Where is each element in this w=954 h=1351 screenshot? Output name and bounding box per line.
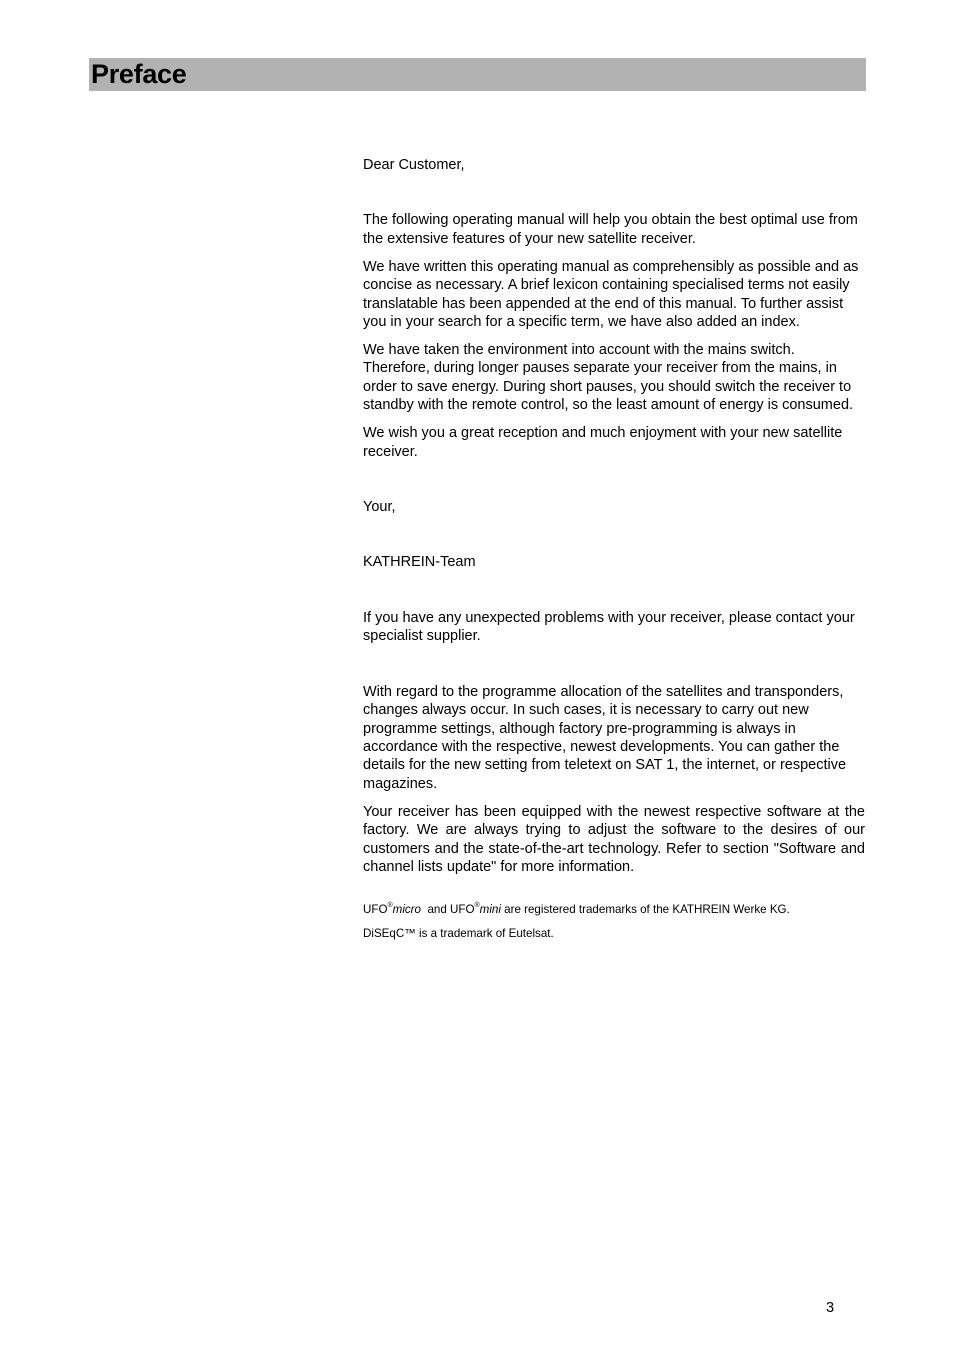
paragraph-wishes: We wish you a great reception and much enjoyment with your new satellite receiver. bbox=[363, 425, 843, 460]
paragraph-manual: We have written this operating manual as comprehensibly as possible and as concise as necessary. A brief lexicon containing specialised terms not easily translatable has been appended at the end of this manual. To further assist you in your search for a specific term, we have also added an index. bbox=[363, 258, 859, 331]
trademark-diseqc: DiSEqC™ is a trademark of Eutelsat. bbox=[363, 927, 554, 941]
signature: KATHREIN-Team bbox=[363, 554, 476, 571]
paragraph-programme: With regard to the programme allocation of the satellites and transponders, changes always occur. In such cases, it is necessary to carry out new programme settings, although factory pre-programming is always in accordance with the respective, newest developments. You can gather the details for the new setting from teletext on SAT 1, the internet, or respective magazines. bbox=[363, 683, 847, 792]
title-bar bbox=[89, 58, 866, 91]
paragraph-environment: We have taken the environment into account with the mains switch. Therefore, during longer pauses separate your receiver from the mains, in order to save energy. During short pauses, you should switch the receiver to standby with the remote control, so the least amount of energy is consumed. bbox=[363, 342, 854, 414]
paragraph-support: If you have any unexpected problems with your receiver, please contact your specialist supplier. bbox=[363, 609, 855, 645]
paragraph-software: Your receiver has been equipped with the newest respective software at the factory. We are always trying to adjust the software to the desires of our customers and the state-of-the-art technology. Refer to section "Software and channel lists update" for more information. bbox=[363, 803, 865, 875]
salutation: Dear Customer, bbox=[363, 157, 465, 173]
paragraph-intro: The following operating manual will help you obtain the best optimal use from the extensive features of your new satellite receiver. bbox=[363, 212, 858, 247]
letter-body bbox=[363, 156, 865, 941]
trademark-ufo: UFO®micro and UFO®mini are registered trademarks of the KATHREIN Werke KG. bbox=[363, 902, 790, 917]
closing: Your, bbox=[363, 499, 396, 516]
page-title: Preface bbox=[91, 59, 187, 89]
page-number: 3 bbox=[826, 1300, 835, 1316]
